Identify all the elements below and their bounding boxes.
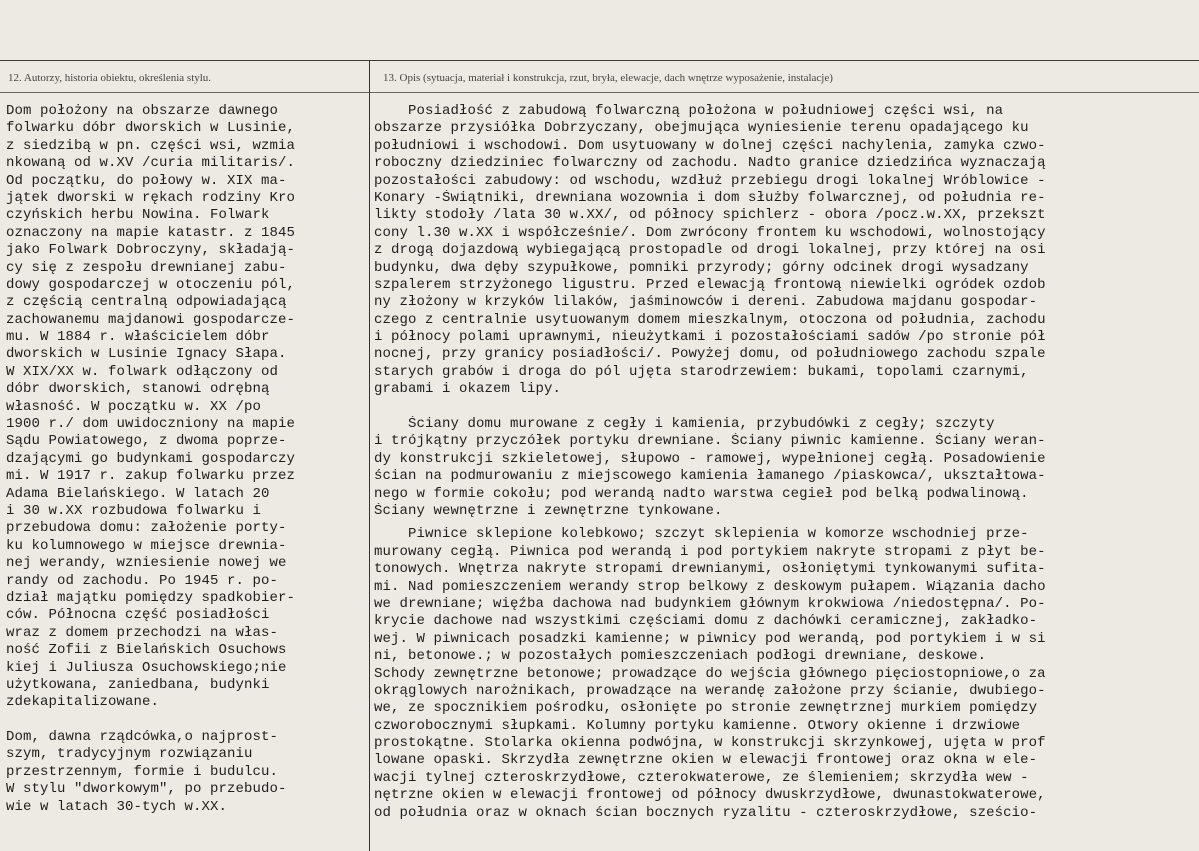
text-line: szpalerem strzyżonego ligustru. Przed elewacją frontową niewielki ogródek ozdob <box>374 276 1046 293</box>
text-line: nocnej, przy granicy posiadłości/. Powyżej domu, od południowego zachodu szpale <box>374 346 1046 363</box>
text-line: dział majątku pomiędzy spadkobier- <box>6 589 296 606</box>
text-line: wie w latach 30-tych w.XX. <box>6 798 228 815</box>
text-line: nętrzne okien w elewacji frontowej od północy dwuskrzydłowe, dwunastokwaterowe, <box>374 787 1046 804</box>
text-line: i 30 w.XX rozbudowa folwarku i <box>6 502 262 519</box>
text-line: nej werandy, wzniesienie nowej we <box>6 555 287 572</box>
text-line: dowy gospodarczej w otoczeniu pól, <box>6 276 296 293</box>
text-line: jako Folwark Dobroczyny, składają- <box>6 242 296 259</box>
text-line: nego w formie cokołu; pod werandą nadto warstwa cegieł pod belką podwalinową. <box>374 485 1029 502</box>
top-rule <box>0 60 1199 61</box>
text-line: czworobocznymi słupkami. Kolumny portyku kamienne. Otwory okienne i drzwiowe <box>374 717 1021 734</box>
text-line: od południa oraz w oknach ścian bocznych ryzalitu - czteroskrzydłowe, sześcio- <box>374 804 1038 821</box>
text-line: i trójkątny przyczółek portyku drewniane. Ściany piwnic kamienne. Ściany weran- <box>374 433 1046 450</box>
text-line: krycie dachowe nad wszystkimi częściami domu z dachówki ceramicznej, zakładko- <box>374 613 1038 630</box>
text-line: folwarku dóbr dworskich w Lusinie, <box>6 120 296 137</box>
text-line: lowane opaski. Skrzydła zewnętrzne okien w elewacji frontowej oraz okna w ele- <box>374 752 1038 769</box>
text-line: czyńskich herbu Nowina. Folwark <box>6 207 270 224</box>
text-line: pozostałości zabudowy: od wschodu, wzdłuż przebiegu drogi lokalnej Wróblowice - <box>374 172 1046 189</box>
text-line: mi. W 1917 r. zakup folwarku przez <box>6 468 296 485</box>
situation-paragraph <box>374 103 1199 399</box>
history-paragraph <box>6 103 366 712</box>
text-line: W XIX/XX w. folwark odłączony od <box>6 363 279 380</box>
text-line: kiej i Juliusza Osuchowskiego;nie <box>6 659 287 676</box>
text-line: oznaczony na mapie katastr. z 1845 <box>6 224 296 241</box>
text-line: zachowanemu majdanowi gospodarcze- <box>6 311 296 328</box>
text-line: nkowaną od w.XV /curia militaris/. <box>6 155 296 172</box>
text-line: mi. Nad pomieszczeniem werandy strop belkowy z deskowym pułapem. Wiązania dacho <box>374 578 1046 595</box>
text-line: ność Zofii z Bielańskich Osuchows <box>6 642 287 659</box>
text-line: i północy polami uprawnymi, nieużytkami i pozostałościami sadów /po stronie pół <box>374 329 1046 346</box>
text-line: z częścią centralną odpowiadającą <box>6 294 287 311</box>
text-line: okrąglowych narożnikach, prowadzące na werandę założone przy ścianie, dwubiego- <box>374 682 1046 699</box>
text-line: Konary -Świątniki, drewniana wozownia i dom służby folwarcznej, od południa re- <box>374 189 1046 206</box>
text-line: Ściany domu murowane z cegły i kamienia, przybudówki z cegły; szczyty <box>374 416 995 433</box>
text-line: przestrzennym, formie i budulcu. <box>6 763 279 780</box>
header-rule <box>0 92 1199 93</box>
text-line: wraz z domem przechodzi na włas- <box>6 624 279 641</box>
text-line: budynku, dwa dęby szypułkowe, pomniki przyrody; górny odcinek drogi wysadzany <box>374 259 1029 276</box>
text-line: Adama Bielańskiego. W latach 20 <box>6 485 270 502</box>
text-line: randy od zachodu. Po 1945 r. po- <box>6 572 279 589</box>
text-line: dzającymi go budynkami gospodarczy <box>6 450 296 467</box>
text-line: cony l.30 w.XX i współcześnie/. Dom zwrócony frontem ku wschodowi, wolnostojący <box>374 224 1046 241</box>
section-12-heading: 12. Autorzy, historia obiektu, określenia stylu. <box>8 72 212 84</box>
text-line: ku kolumnowego w miejsce drewnia- <box>6 537 287 554</box>
text-line: we drewniane; więźba dachowa nad budynkiem głównym krokwiowa /niedostępna/. Po- <box>374 595 1046 612</box>
text-line: z siedzibą w pn. części wsi, wzmia <box>6 137 296 154</box>
text-line: roboczny dziedziniec folwarczny od zachodu. Nadto granice dziedzińca wyznaczają <box>374 155 1046 172</box>
paragraph-gap <box>374 399 1199 416</box>
text-line: wacji tylnej czteroskrzydłowe, czterokwaterowe, ze ślemieniem; skrzydła wew - <box>374 769 1029 786</box>
walls-paragraph <box>374 416 1199 520</box>
text-line: Posiadłość z zabudową folwarczną położona w południowej części wsi, na <box>374 103 1004 119</box>
text-line: murowany cegłą. Piwnica pod werandą i pod portykiem nakryte stropami z płyt be- <box>374 543 1046 560</box>
interior-paragraph <box>374 526 1199 822</box>
text-line: zdekapitalizowane. <box>6 694 160 711</box>
text-line: ny złożony w krzyków lilaków, jaśminowców i dereni. Zabudowa majdanu gospodar- <box>374 294 1038 311</box>
column-divider <box>369 60 370 851</box>
text-line: starych grabów i droga do pól ujęta starodrzewiem: bukami, topolami czarnymi, <box>374 363 1029 380</box>
text-line: grabami i okazem lipy. <box>374 381 562 398</box>
text-line: Od początku, do połowy w. XIX ma- <box>6 172 287 189</box>
text-line: dworskich w Lusinie Ignacy Słapa. <box>6 346 287 363</box>
text-line: tonowych. Wnętrza nakryte stropami drewnianymi, osłoniętymi tynkowanymi sufita- <box>374 561 1046 578</box>
text-line: z drogą dojazdową wybiegającą prostopadle od drogi lokalnej, przy której na osi <box>374 242 1046 259</box>
text-line: Sądu Powiatowego, z dwoma poprze- <box>6 433 287 450</box>
paragraph-gap <box>6 712 366 729</box>
text-line: we, ze spocznikiem pośrodku, osłonięte po stronie zewnętrznej murkiem pomiędzy <box>374 700 1038 717</box>
text-line: Piwnice sklepione kolebkowo; szczyt sklepienia w komorze wschodniej prze- <box>374 526 1029 543</box>
text-line: dy konstrukcji szkieletowej, słupowo - ramowej, wypełnionej cegłą. Posadowienie <box>374 450 1046 467</box>
text-line: obszarze przysiółka Dobrzyczany, obejmująca wyniesienie terenu opadającego ku <box>374 120 1029 137</box>
text-line: ców. Północna część posiadłości <box>6 607 270 624</box>
text-line: jątek dworski w rękach rodziny Kro <box>6 189 296 206</box>
text-line: czego z centralnie usytuowanym domem mieszkalnym, otoczona od południa, zachodu <box>374 311 1046 328</box>
text-line: Ściany wewnętrzne i zewnętrzne tynkowane. <box>374 502 723 519</box>
text-line: 1900 r./ dom uwidoczniony na mapie <box>6 416 296 433</box>
text-line: mu. W 1884 r. właścicielem dóbr <box>6 329 270 346</box>
text-line: likty stodoły /lata 30 w.XX/, od północy spichlerz - obora /pocz.w.XX, przekszt <box>374 207 1046 224</box>
text-line: prostokątne. Stolarka okienna podwójna, w konstrukcji skrzynkowej, ujęta w prof <box>374 735 1046 752</box>
section-13-heading: 13. Opis (sytuacja, materiał i konstrukcja, rzut, bryła, elewacje, dach wnętrze wyposażenie, instalacje) <box>383 72 833 84</box>
text-line: Dom położony na obszarze dawnego <box>6 103 279 119</box>
text-line: szym, tradycyjnym rozwiązaniu <box>6 746 253 763</box>
text-line: Dom, dawna rządcówka,o najprost- <box>6 729 279 746</box>
style-paragraph <box>6 729 366 816</box>
description-column <box>374 103 1199 822</box>
text-line: wej. W piwnicach posadzki kamienne; w piwnicy pod werandą, pod portykiem i w si <box>374 630 1046 647</box>
text-line: Schody zewnętrzne betonowe; prowadzące do wejścia głównego pięciostopniowe,o za <box>374 665 1046 682</box>
text-line: W stylu "dworkowym", po przebudo- <box>6 781 287 798</box>
text-line: południowi i wschodowi. Dom usytuowany w dolnej części nachylenia, zamyka czwo- <box>374 137 1046 154</box>
text-line: ni, betonowe.; w pozostałych pomieszczeniach podłogi drewniane, deskowe. <box>374 648 987 665</box>
text-line: przebudowa domu: założenie porty- <box>6 520 287 537</box>
text-line: własność. W początku w. XX /po <box>6 398 262 415</box>
history-column <box>6 103 366 816</box>
text-line: dóbr dworskich, stanowi odrębną <box>6 381 270 398</box>
text-line: cy się z zespołu drewnianej zabu- <box>6 259 287 276</box>
text-line: użytkowana, zaniedbana, budynki <box>6 676 270 693</box>
text-line: ścian na podmurowaniu z miejscowego kamienia łamanego /piaskowca/, ukształtowa- <box>374 468 1046 485</box>
